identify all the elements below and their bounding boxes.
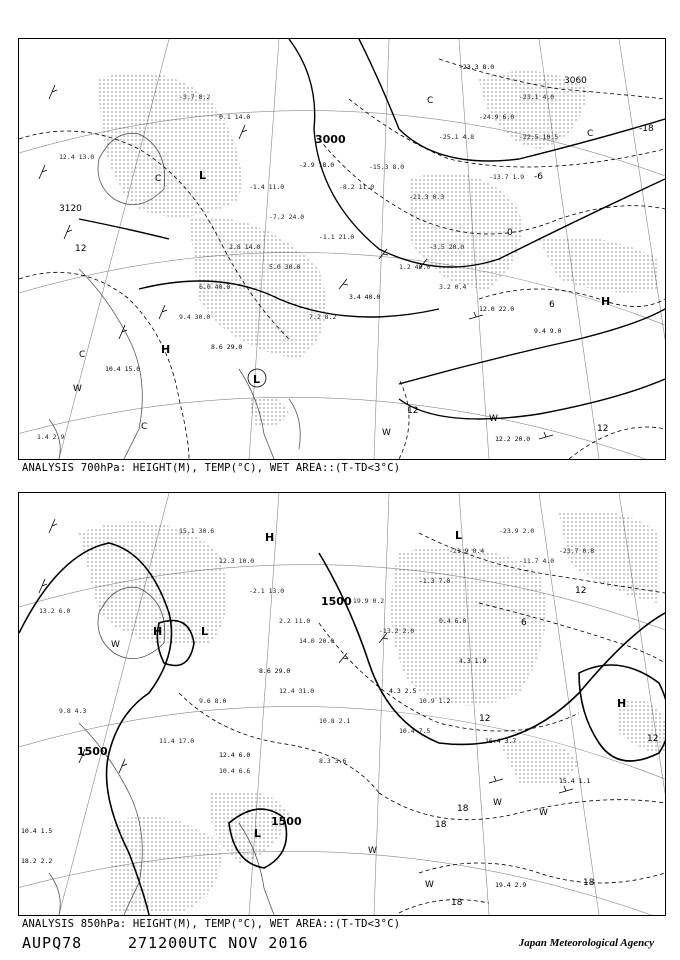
svg-text:-19.9 0.2: -19.9 0.2 [349,597,385,605]
height-label-1500: 1500 [77,745,108,758]
svg-text:-23.9 2.0: -23.9 2.0 [499,527,535,535]
high-pressure-center: H [153,625,163,638]
svg-text:6.0 40.0: 6.0 40.0 [199,283,231,291]
svg-text:9.6 8.0: 9.6 8.0 [199,697,227,705]
cold-mark: C [79,350,86,360]
svg-text:15.1 30.6: 15.1 30.6 [179,527,215,535]
svg-text:12.4 13.0: 12.4 13.0 [59,153,95,161]
svg-text:10.4 6.6: 10.4 6.6 [219,767,251,775]
svg-text:-8.2 11.0: -8.2 11.0 [339,183,375,191]
station-obs: 10.4 15.0 [105,365,141,373]
low-pressure-center: L [254,827,262,840]
svg-text:12.3 10.0: 12.3 10.0 [219,557,255,565]
station-obs: 15.4 1.1 [559,777,591,785]
warm-mark: W [382,428,391,438]
warm-mark: W [425,880,434,890]
station-obs: 3.4 40.0 [349,293,381,301]
svg-text:1.4 2.9: 1.4 2.9 [37,433,65,441]
svg-text:-21.9 0.4: -21.9 0.4 [449,547,485,555]
cold-mark: C [427,96,434,106]
temp-label: -6 [534,172,543,182]
map-canvas-850hpa [19,493,665,915]
warm-mark: W [368,846,377,856]
station-obs: 12.2 20.0 [495,435,531,443]
high-pressure-center: H [617,697,627,710]
station-obs: -23.3 8.0 [459,63,495,71]
svg-text:-11.7 4.0: -11.7 4.0 [519,557,555,565]
svg-text:1.2 40.0: 1.2 40.0 [399,263,431,271]
svg-text:-1.1 21.0: -1.1 21.0 [319,233,355,241]
low-pressure-center: L [199,169,207,182]
svg-text:9.4 30.0: 9.4 30.0 [179,313,211,321]
temp-label: 18 [435,820,447,830]
temp-label: 18 [583,878,595,888]
map-panel-700hpa [18,38,666,460]
high-pressure-center: H [265,531,275,544]
svg-text:9.8 4.3: 9.8 4.3 [59,707,87,715]
station-obs: 8.6 29.0 [211,343,243,351]
temp-label: 18 [457,804,469,814]
svg-text:5.0 30.0: 5.0 30.0 [269,263,301,271]
chart-code: AUPQ78 [22,934,83,952]
low-pressure-center: L [455,529,463,542]
svg-text:-21.3 0.3: -21.3 0.3 [409,193,445,201]
svg-text:10.4 7.5: 10.4 7.5 [399,727,431,735]
svg-text:-1.4 11.0: -1.4 11.0 [249,183,285,191]
cold-mark: C [587,129,594,139]
svg-text:8.3 3.6: 8.3 3.6 [319,757,347,765]
svg-text:-24.9 6.0: -24.9 6.0 [479,113,515,121]
height-label-1500: 1500 [321,595,352,608]
svg-text:-2.1 13.0: -2.1 13.0 [249,587,285,595]
svg-text:7.2 8.2: 7.2 8.2 [309,313,337,321]
svg-text:4.3 1.9: 4.3 1.9 [459,657,487,665]
station-obs: 12.4 6.0 [219,751,251,759]
cold-mark: C [155,174,162,184]
svg-text:0.4 6.0: 0.4 6.0 [439,617,467,625]
height-label-1500: 1500 [271,815,302,828]
temp-label: 12 [407,406,419,416]
low-pressure-center: L [253,373,261,386]
svg-text:11.4 17.0: 11.4 17.0 [159,737,195,745]
station-obs: 12.0 22.0 [479,305,515,313]
cold-mark: C [141,422,148,432]
svg-text:-23.7 0.8: -23.7 0.8 [559,547,595,555]
temp-label: -18 [639,124,654,134]
station-obs: -2.9 18.0 [299,161,335,169]
svg-text:0.1 14.0: 0.1 14.0 [219,113,251,121]
svg-text:14.0 20.0: 14.0 20.0 [299,637,335,645]
low-pressure-center: L [201,625,209,638]
svg-text:-3.5 20.0: -3.5 20.0 [429,243,465,251]
high-pressure-center: H [601,295,611,308]
warm-mark: W [539,808,548,818]
height-label-3120: 3120 [59,204,82,214]
station-obs: 10.4 1.5 [21,827,53,835]
high-pressure-center: H [161,343,171,356]
temp-label: 12 [75,244,87,254]
temp-label: 0 [507,228,513,238]
temp-label: 12 [479,714,491,724]
temp-label: 18 [451,898,463,908]
temp-label: 12 [647,734,659,744]
svg-text:-13.7 1.9: -13.7 1.9 [489,173,525,181]
svg-text:-15.3 8.0: -15.3 8.0 [369,163,405,171]
svg-text:2.8 14.0: 2.8 14.0 [229,243,261,251]
station-obs: 18.2 2.2 [21,857,53,865]
warm-mark: W [111,640,120,650]
agency-name: Japan Meteorological Agency [518,937,654,949]
svg-text:2.2 11.0: 2.2 11.0 [279,617,311,625]
bottom-panel-caption: ANALYSIS 850hPa: HEIGHT(M), TEMP(°C), WET AREA::(T-TD<3°C) [22,918,401,930]
temp-label: 6 [549,300,555,310]
svg-text:-1.3 7.0: -1.3 7.0 [419,577,451,585]
station-obs: 4.3 2.5 [389,687,417,695]
warm-mark: W [493,798,502,808]
svg-text:-22.5 10.5: -22.5 10.5 [519,133,559,141]
temp-label: 12 [575,586,587,596]
map-panel-850hpa [18,492,666,916]
warm-mark: W [73,384,82,394]
svg-text:12.4 31.0: 12.4 31.0 [279,687,315,695]
temp-label: 12 [597,424,609,434]
svg-text:3.2 0.4: 3.2 0.4 [439,283,467,291]
station-obs: 16.4 3.7 [485,737,517,745]
top-panel-caption: ANALYSIS 700hPa: HEIGHT(M), TEMP(°C), WET AREA::(T-TD<3°C) [22,462,401,474]
station-obs: 9.4 9.0 [534,327,562,335]
height-label-3000: 3000 [315,133,346,146]
svg-text:13.2 6.0: 13.2 6.0 [39,607,71,615]
station-obs: 19.4 2.9 [495,881,527,889]
map-canvas-700hpa [19,39,665,459]
valid-datetime: 271200UTC NOV 2016 [128,934,309,952]
warm-mark: W [489,414,498,424]
svg-text:-7.2 24.0: -7.2 24.0 [269,213,305,221]
svg-text:-23.1 4.0: -23.1 4.0 [519,93,555,101]
temp-label: 6 [521,618,527,628]
svg-text:-3.7 8.2: -3.7 8.2 [179,93,211,101]
height-label-3060: 3060 [564,76,587,86]
svg-text:-25.1 4.8: -25.1 4.8 [439,133,475,141]
svg-text:-13.2 2.0: -13.2 2.0 [379,627,415,635]
station-obs: 8.6 29.0 [259,667,291,675]
svg-text:10.9 1.2: 10.9 1.2 [419,697,451,705]
svg-text:10.8 2.1: 10.8 2.1 [319,717,351,725]
